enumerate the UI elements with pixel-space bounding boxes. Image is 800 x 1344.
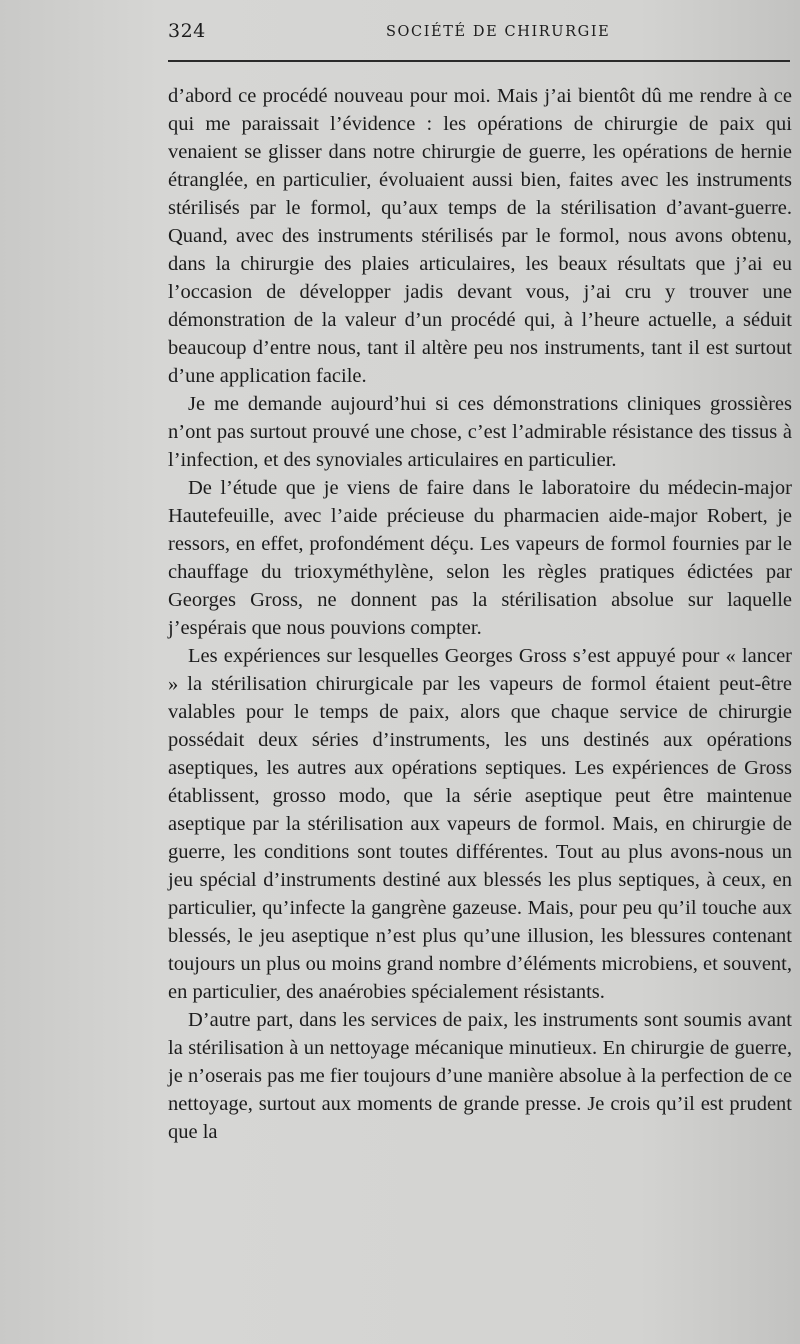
running-title: SOCIÉTÉ DE CHIRURGIE [386,24,611,40]
page-header [168,20,790,50]
paragraph-1: d’abord ce procédé nouveau pour moi. Mais j’ai bientôt dû me rendre à ce qui me paraissait l’évidence : les opérations de chirurgie de paix qui venaient se glisser dans notre chirurgie de guerre, les opérations de hernie étranglée, en particulier, évoluaient aussi bien, faites avec les instruments stérilisés par le formol, qu’aux temps de la stérilisation d’avant-guerre. Quand, avec des instruments stérilisés par le formol, nous avons obtenu, dans la chirurgie des plaies articulaires, les beaux résultats que j’ai eu l’occasion de développer jadis devant vous, j’ai cru y trouver une démonstration de la valeur d’un procédé qui, à l’heure actuelle, a séduit beaucoup d’entre nous, tant il altère peu nos instruments, tant il est surtout d’une application facile. [168,85,792,387]
paragraph-2: Je me demande aujourd’hui si ces démonstrations cliniques grossières n’ont pas surtout prouvé une chose, c’est l’admirable résistance des tissus à l’infection, et des synoviales articulaires en particulier. [168,393,792,471]
paragraph-5: D’autre part, dans les services de paix, les instruments sont soumis avant la stérilisation à un nettoyage mécanique minutieux. En chirurgie de guerre, je n’oserais pas me fier toujours d’une manière absolue à la perfection de ce nettoyage, surtout aux moments de grande presse. Je crois qu’il est prudent que la [168,1009,792,1143]
header-rule [168,60,790,62]
body-text [168,82,792,1146]
paragraph-3: De l’étude que je viens de faire dans le laboratoire du médecin-major Hautefeuille, avec l’aide précieuse du pharmacien aide-major Robert, je ressors, en effet, profondément déçu. Les vapeurs de formol fournies par le chauffage du trioxyméthylène, selon les règles pratiques édictées par Georges Gross, ne donnent pas la stérilisation absolue sur laquelle j’espérais que nous pouvions compter. [168,477,792,639]
paragraph-4: Les expériences sur lesquelles Georges Gross s’est appuyé pour « lancer » la stérilisation chirurgicale par les vapeurs de formol étaient peut-être valables pour le temps de paix, alors que chaque service de chirurgie possédait deux séries d’instruments, les uns destinés aux opérations aseptiques, les autres aux opérations septiques. Les expériences de Gross établissent, grosso modo, que la série aseptique peut être maintenue aseptique par la stérilisation aux vapeurs de formol. Mais, en chirurgie de guerre, les conditions sont toutes différentes. Tout au plus avons-nous un jeu spécial d’instruments destiné aux blessés les plus septiques, à ceux, en particulier, qu’infecte la gangrène gazeuse. Mais, pour peu qu’il touche aux blessés, le jeu aseptique n’est plus qu’une illusion, les blessures contenant toujours un plus ou moins grand nombre d’éléments microbiens, et souvent, en particulier, des anaérobies spécialement résistants. [168,645,792,1003]
page-number: 324 [168,20,206,42]
